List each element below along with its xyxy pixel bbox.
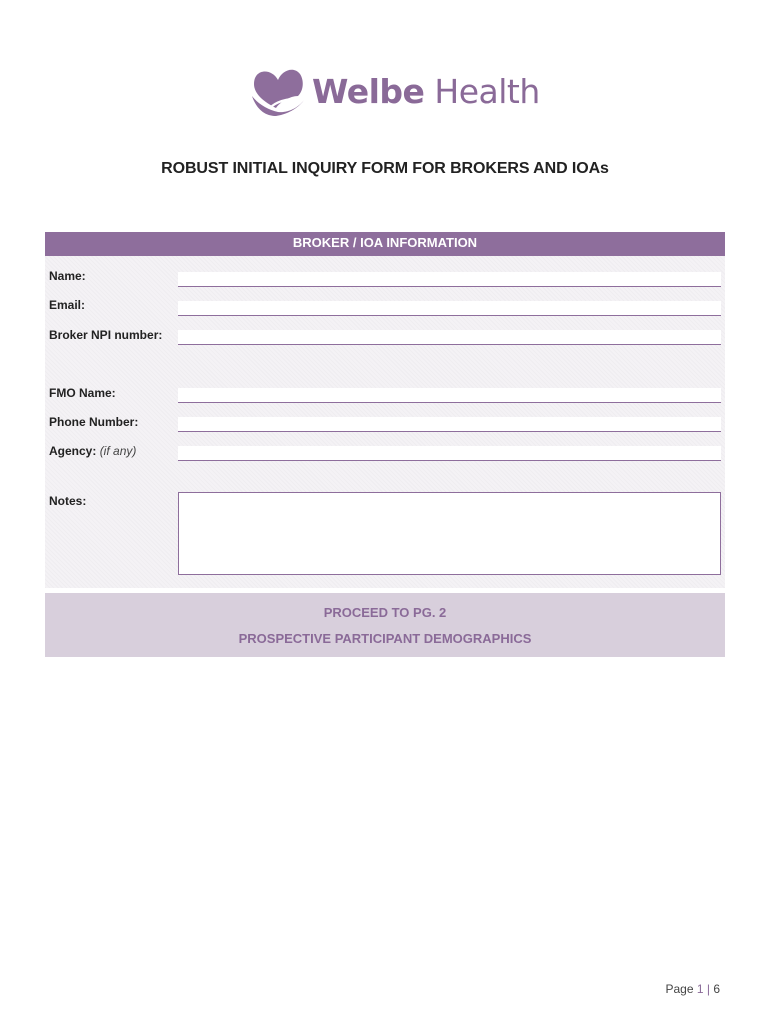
agency-label: Agency: (if any)	[49, 444, 137, 458]
heart-hands-icon	[250, 66, 306, 118]
notes-label: Notes:	[49, 494, 87, 508]
page-title: ROBUST INITIAL INQUIRY FORM FOR BROKERS AND IOAs	[161, 160, 609, 177]
name-field[interactable]	[178, 272, 721, 287]
proceed-banner	[45, 593, 725, 657]
welbe-health-logo	[250, 66, 540, 118]
fmo-name-label: FMO Name:	[49, 386, 116, 400]
broker-npi-field[interactable]	[178, 330, 721, 345]
agency-field[interactable]	[178, 446, 721, 461]
name-label: Name:	[49, 269, 86, 283]
fmo-name-field[interactable]	[178, 388, 721, 403]
broker-information-section	[45, 232, 725, 588]
agency-hint: (if any)	[99, 444, 137, 458]
proceed-text: PROCEED TO PG. 2	[323, 605, 447, 620]
next-section-text: PROSPECTIVE PARTICIPANT DEMOGRAPHICS	[238, 631, 532, 646]
notes-field[interactable]	[178, 492, 721, 575]
page-number: Page 1 | 6	[665, 982, 720, 996]
email-label: Email:	[49, 298, 86, 312]
phone-number-label: Phone Number:	[49, 415, 139, 429]
logo-wordmark: Welbe Health	[312, 72, 540, 111]
section-header: BROKER / IOA INFORMATION	[45, 232, 725, 256]
phone-number-field[interactable]	[178, 417, 721, 432]
email-field[interactable]	[178, 301, 721, 316]
broker-npi-label: Broker NPI number:	[49, 328, 163, 342]
